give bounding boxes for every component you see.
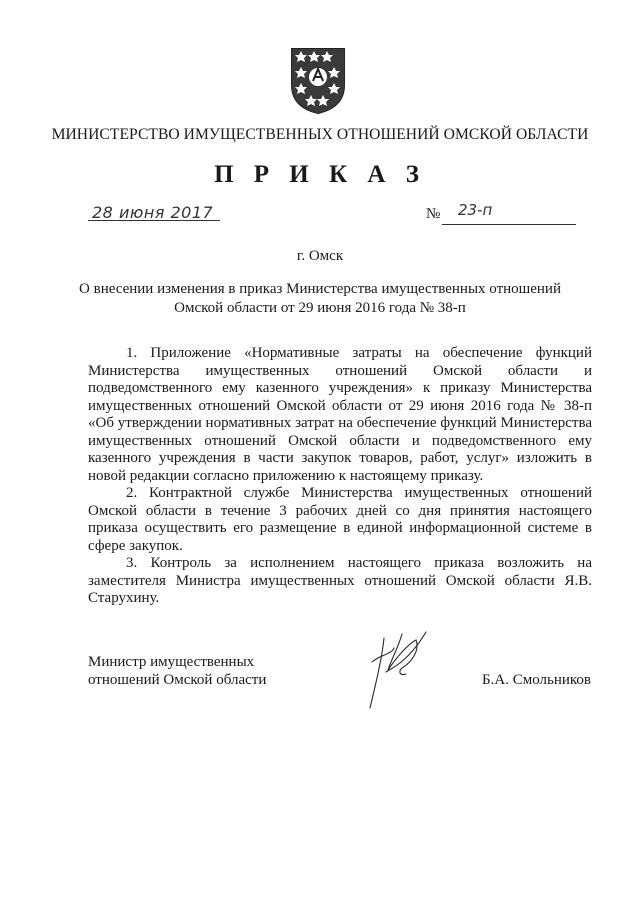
signer-name: Б.А. Смольников (482, 672, 591, 688)
document-type-title: П Р И К А З (214, 161, 426, 188)
paragraph-1: 1. Приложение «Нормативные затраты на обеспечение функций Министерства имущественных отношений Омской области и подведомственного ему казенного учреждения» к приказу Министерства имущественных отношений Омской области от 29 июня 2016 года № 38-п «Об утверждении нормативных затрат на обеспечение функций Министерства имущественных отношений Омской области и подведомственного ему казенного учреждения в части закупок товаров, работ, услуг» изложить в новой редакции согласно приложению к настоящему приказу. (88, 345, 592, 484)
order-number-label: № (426, 206, 441, 222)
subject-line: О внесении изменения в приказ Министерства имущественных отношений (79, 281, 561, 297)
city-name: г. Омск (296, 248, 344, 264)
number-underline (442, 224, 576, 225)
paragraph-3: 3. Контроль за исполнением настоящего приказа возложить на заместителя Министра имущественных отношений Омской области Я.В. Старухину. (88, 555, 592, 606)
signer-position (88, 653, 266, 689)
signature-icon (362, 628, 432, 712)
ministry-name: МИНИСТЕРСТВО ИМУЩЕСТВЕННЫХ ОТНОШЕНИЙ ОМСКОЙ ОБЛАСТИ (51, 126, 589, 143)
paragraph-2: 2. Контрактной службе Министерства имущественных отношений Омской области в течение 3 рабочих дней со дня принятия настоящего приказа осуществить его размещение в единой информационной системе в сфере закупок. (88, 485, 592, 554)
order-body (88, 345, 592, 608)
date-underline (88, 220, 220, 221)
order-number: 23-п (458, 201, 493, 219)
signer-position-line: Министр имущественных (88, 654, 255, 670)
coat-of-arms-icon (289, 45, 347, 115)
order-subject (0, 280, 640, 317)
signer-position-line: отношений Омской области (88, 672, 267, 688)
order-date: 28 июня 2017 (92, 203, 214, 222)
subject-line: Омской области от 29 июня 2016 года № 38-п (174, 299, 466, 316)
